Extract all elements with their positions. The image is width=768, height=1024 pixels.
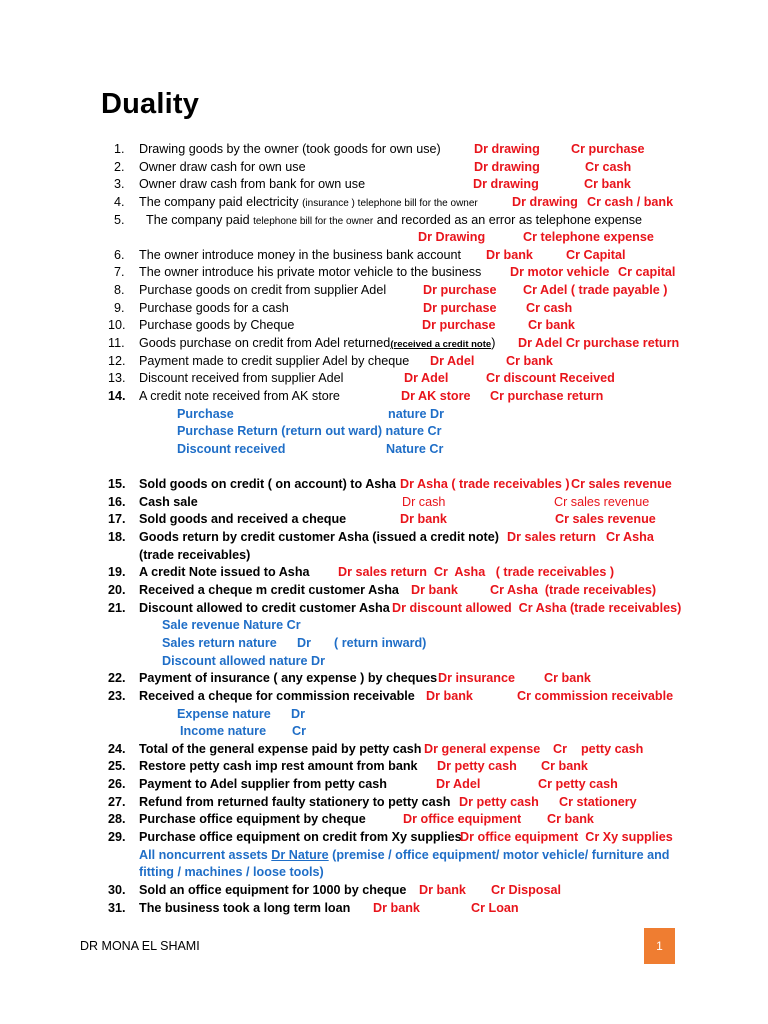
item-text: Goods return by credit customer Asha (issued a credit note) [139,530,499,545]
list-item [0,212,768,230]
debit-entry: Dr sales return Cr Asha ( trade receivables ) [338,565,615,580]
list-item [0,600,768,618]
nature-value: Nature Cr [386,441,444,456]
item-text: Purchase goods by Cheque [139,318,295,333]
nature-value: Dr [291,706,305,721]
item-number: 31. [108,900,126,915]
nature-label: Purchase [177,406,234,421]
credit-entry: Cr bank [544,671,591,686]
credit-entry: Cr bank [547,812,594,827]
item-text: Payment to Adel supplier from petty cash [139,777,387,792]
debit-entry: Dr bank [486,247,533,262]
item-number: 21. [108,600,126,615]
nature-note [0,706,768,724]
item-number: 15. [108,477,126,492]
credit-entry: Cr commission receivable [517,688,674,703]
item-text: Payment made to credit supplier Adel by cheque [139,353,410,368]
debit-entry: Dr AK store [401,388,471,403]
debit-entry: Dr Adel [404,371,449,386]
list-item [0,229,768,247]
nature-note [0,847,768,865]
list-item [0,811,768,829]
list-item [0,176,768,194]
item-text: A credit Note issued to Asha [139,565,310,580]
item-text: Discount received from supplier Adel [139,371,344,386]
nature-label: All noncurrent assets [139,847,268,862]
item-text: Total of the general expense paid by petty cash [139,741,422,756]
nature-label: fitting / machines / loose tools) [139,865,324,880]
credit-entry: Cr cash / bank [587,194,674,209]
credit-entry: Cr sales revenue [554,494,650,509]
list-item [0,776,768,794]
page-number: 1 [644,928,675,964]
debit-entry: Dr petty cash [459,794,539,809]
list-item [0,159,768,177]
list-item-continued [0,547,768,565]
nature-value: Cr [292,724,306,739]
item-text: Discount allowed to credit customer Asha [139,600,390,615]
credit-entry: Cr sales revenue [571,477,672,492]
item-text: Payment of insurance ( any expense ) by cheques [139,671,438,686]
list-item [0,494,768,512]
item-number: 29. [108,829,126,844]
debit-entry: Dr Adel [430,353,475,368]
debit-entry: Dr office equipment Cr Xy supplies [460,829,673,844]
credit-entry: Cr bank [584,177,631,192]
debit-entry: Dr bank [426,688,473,703]
item-number: 4. [114,194,125,209]
nature-extra: ( return inward) [334,635,427,650]
debit-entry: Dr discount allowed Cr Asha (trade receivables) [392,600,682,615]
nature-note [0,423,768,441]
item-text-note: (insurance ) telephone bill for the owner [302,197,478,209]
item-text-part: Goods purchase on credit from Adel returned [139,336,391,351]
nature-note [0,723,768,741]
nature-label: Income nature [180,724,267,739]
credit-entry: Cr Asha (trade receivables) [490,583,657,598]
credit-entry: Cr Capital [566,247,626,262]
item-number: 27. [108,794,126,809]
item-number: 8. [114,283,125,298]
item-number: 9. [114,300,125,315]
nature-label: Discount allowed nature Dr [162,653,326,668]
item-text: Received a cheque m credit customer Asha [139,583,399,598]
debit-entry: Dr office equipment [403,812,522,827]
list-item [0,794,768,812]
item-text: A credit note received from AK store [139,388,340,403]
credit-entry: Cr cash [585,159,632,174]
item-text: Sold an office equipment for 1000 by cheque [139,882,407,897]
item-text: Sold goods on credit ( on account) to Asha [139,477,397,492]
debit-entry: Dr Adel [436,777,481,792]
debit-entry: Dr cash [402,494,446,509]
item-text [139,194,478,213]
item-number: 3. [114,177,125,192]
list-item [0,511,768,529]
item-text: Owner draw cash from bank for own use [139,177,366,192]
credit-entry: Cr sales revenue [555,512,656,527]
item-number: 5. [114,212,125,227]
list-item [0,882,768,900]
nature-note [0,441,768,459]
item-text: The owner introduce his private motor vehicle to the business [139,265,482,280]
duality-list [0,141,768,917]
debit-entry: Dr sales return [507,530,596,545]
debit-entry: Dr bank [400,512,447,527]
nature-extra: (premise / office equipment/ motor vehicle/ furniture and [332,847,670,862]
item-number: 18. [108,530,126,545]
debit-entry: Dr Asha ( trade receivables ) [400,477,570,492]
item-number: 30. [108,882,126,897]
footer-author: DR MONA EL SHAMI [80,939,200,953]
debit-entry: Dr motor vehicle [510,265,610,280]
debit-entry: Dr bank [411,583,458,598]
list-item [0,353,768,371]
item-text: Purchase office equipment on credit from Xy supplies [139,829,462,844]
list-item [0,741,768,759]
item-number: 25. [108,759,126,774]
item-number: 14. [108,388,126,403]
nature-text [139,847,669,865]
item-number: 7. [114,265,125,280]
item-number: 23. [108,688,126,703]
item-text: Restore petty cash imp rest amount from bank [139,759,418,774]
item-text: Cash sale [139,494,198,509]
nature-label: Discount received [177,441,286,456]
item-text-part: ) [491,336,496,351]
credit-entry: Cr Asha [606,530,654,545]
list-item [0,370,768,388]
nature-value: Dr Nature [271,847,329,862]
debit-entry: Dr Adel Cr purchase return [518,336,680,351]
item-text: Drawing goods by the owner (took goods for own use) [139,142,441,156]
debit-entry: Dr bank [419,882,466,897]
debit-entry: Dr purchase [423,300,497,315]
item-text: (trade receivables) [139,547,251,562]
credit-entry: Cr Disposal [491,882,561,897]
list-item [0,582,768,600]
credit-entry: Cr capital [618,265,676,280]
credit-entry: Cr petty cash [553,741,644,756]
item-number: 22. [108,671,126,686]
list-item [0,282,768,300]
debit-entry: Dr insurance [438,671,515,686]
page-title: Duality [101,88,200,120]
item-text-part: and recorded as an error as telephone expense [376,212,643,227]
list-item [0,900,768,918]
debit-entry: Dr purchase [422,318,496,333]
debit-entry: Dr Drawing [418,230,486,245]
list-item [0,300,768,318]
nature-label: Sales return nature [162,635,277,650]
credit-entry: Cr stationery [559,794,637,809]
item-text: Received a cheque for commission receivable [139,688,415,703]
item-text: Refund from returned faulty stationery to petty cash [139,794,451,809]
item-number: 19. [108,565,126,580]
item-text: Purchase goods on credit from supplier Adel [139,283,387,298]
item-number: 28. [108,812,126,827]
item-number: 20. [108,583,126,598]
item-text: Sold goods and received a cheque [139,512,347,527]
credit-entry: Cr discount Received [486,371,615,386]
credit-entry: Cr bank [506,353,553,368]
item-text: Purchase goods for a cash [139,300,289,315]
item-number: 16. [108,494,126,509]
credit-entry: Cr purchase return [490,388,604,403]
nature-value: Dr [297,635,311,650]
credit-entry: Cr bank [541,759,588,774]
list-item [0,194,768,212]
item-text: The business took a long term loan [139,900,351,915]
nature-note [0,406,768,424]
item-text: The owner introduce money in the business bank account [139,247,462,262]
item-text [146,212,642,231]
item-number: 1. [114,142,125,156]
item-number: 17. [108,512,126,527]
nature-note [0,653,768,671]
nature-note [0,617,768,635]
item-number: 26. [108,777,126,792]
debit-entry: Dr drawing [473,177,539,192]
item-text-note: telephone bill for the owner [253,215,374,227]
nature-value: nature Dr [388,406,444,421]
debit-entry: Dr drawing [512,194,578,209]
item-number: 6. [114,247,125,262]
item-text [139,335,495,354]
list-item [0,529,768,547]
item-number: 24. [108,741,126,756]
list-item [0,388,768,406]
credit-entry: Cr telephone expense [523,230,654,245]
item-number: 10. [108,318,126,333]
debit-entry: Dr purchase [423,283,497,298]
list-item [0,670,768,688]
debit-entry: Dr petty cash [437,759,517,774]
list-item [0,688,768,706]
nature-note [0,864,768,882]
debit-entry: Dr drawing [474,142,540,156]
list-item [0,247,768,265]
list-item [0,758,768,776]
nature-label: Sale revenue Nature Cr [162,618,301,633]
item-number: 2. [114,159,125,174]
list-item [0,317,768,335]
item-number: 12. [108,353,126,368]
spacer [0,459,768,477]
list-item [0,564,768,582]
item-text: Owner draw cash for own use [139,159,306,174]
list-item [0,335,768,353]
item-number: 13. [108,371,126,386]
credit-entry: Cr bank [528,318,575,333]
credit-entry: Cr Loan [471,900,519,915]
item-number: 11. [108,336,125,351]
debit-entry: Dr bank [373,900,420,915]
debit-entry: Dr general expense [424,741,541,756]
item-text-note: (received a credit note [390,339,492,351]
item-text-part: The company paid electricity [139,194,299,209]
credit-entry: Cr cash [526,300,573,315]
nature-note [0,635,768,653]
item-text-part: The company paid [146,212,250,227]
item-text: Purchase office equipment by cheque [139,812,366,827]
credit-entry: Cr purchase [571,142,645,156]
credit-entry: Cr petty cash [538,777,618,792]
list-item [0,264,768,282]
nature-label: Purchase Return (return out ward) nature Cr [177,424,442,439]
list-item [0,476,768,494]
debit-entry: Dr drawing [474,159,540,174]
list-item [0,829,768,847]
nature-label: Expense nature [177,706,271,721]
list-item [0,141,768,159]
credit-entry: Cr Adel ( trade payable ) [523,283,668,298]
